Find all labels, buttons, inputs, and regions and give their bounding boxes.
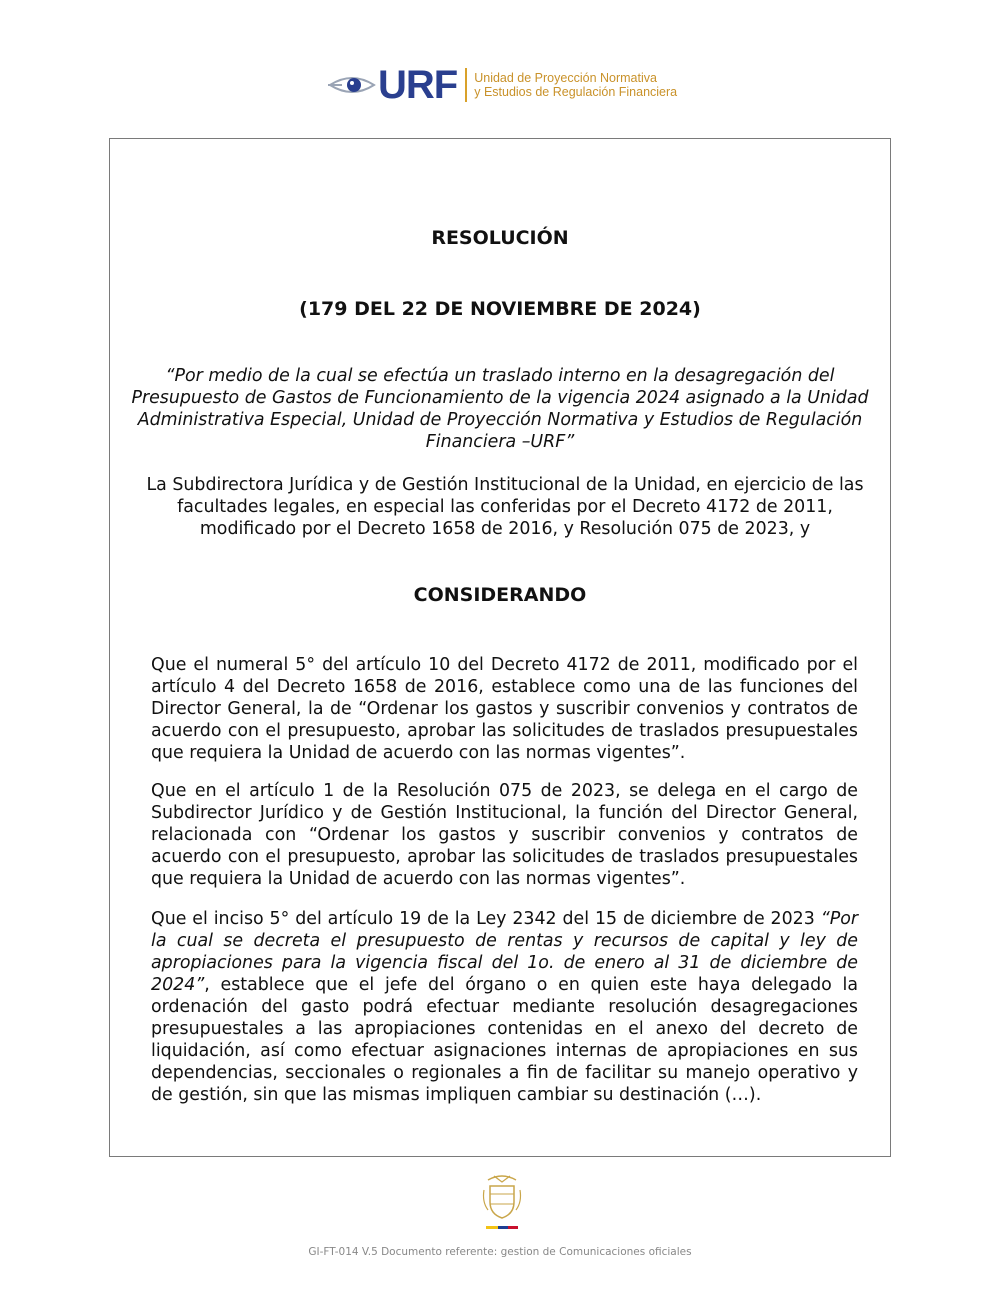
logo-name: URF — [378, 63, 458, 107]
resolution-number: (179 DEL 22 DE NOVIEMBRE DE 2024) — [299, 298, 701, 320]
preamble: La Subdirectora Jurídica y de Gestión Institucional de la Unidad, en ejercicio de las facultades legales, en especial las conferidas por el Decreto 4172 de 2011, modificado por el Decreto 1658 de 2016, y Resolución 075 de 2023, y — [146, 475, 864, 539]
urf-logo — [328, 62, 677, 108]
paragraph-2: Que en el artículo 1 de la Resolución 075 de 2023, se delega en el cargo de Subdirector Jurídico y de Gestión Institucional, la función del Director General, relacionada con “Ordenar los gastos y suscribir convenios y contratos de acuerdo con el presupuesto, aprobar las solicitudes de traslados presupuestales que requiera la Unidad de acuerdo con las normas vigentes”. — [151, 781, 858, 889]
paragraph-3-rest: , establece que el jefe del órgano o en quien este haya delegado la ordenación del gasto podrá efectuar mediante resolución desagregaciones presupuestales a las apropiaciones contenidas en el anexo del decreto de liquidación, así como efectuar asignaciones internas de apropiaciones en sus dependencias, seccionales o regionales a fin de facilitar su manejo operativo y de gestión, sin que las mismas impliquen cambiar su destinación (…). — [151, 975, 858, 1105]
law-title: “Por la cual se decreta el presupuesto de rentas y recursos de capital y ley de apropiaciones para la vigencia fiscal del 1o. de enero al 31 de diciembre de 2024” — [151, 909, 858, 995]
document-title: RESOLUCIÓN — [431, 227, 569, 249]
colombia-coat-of-arms-icon — [480, 1172, 524, 1234]
logo-line-1: Unidad de Proyección Normativa — [474, 71, 657, 85]
logo-text — [474, 71, 677, 99]
eye-icon — [328, 71, 376, 99]
footer-text: GI-FT-014 V.5 Documento referente: gestion de Comunicaciones oficiales — [308, 1246, 692, 1258]
considerando-heading: CONSIDERANDO — [413, 584, 587, 606]
paragraph-1: Que el numeral 5° del artículo 10 del Decreto 4172 de 2011, modificado por el artículo 4 del Decreto 1658 de 2016, establece como una de las funciones del Director General, la de “Ordenar los gastos y suscribir convenios y contratos de acuerdo con el presupuesto, aprobar las solicitudes de traslados presupuestales que requiera la Unidad de acuerdo con las normas vigentes”. — [151, 655, 858, 763]
logo-line-2: y Estudios de Regulación Financiera — [474, 85, 678, 99]
logo-divider — [465, 68, 467, 102]
paragraph-3-intro: Que el inciso 5° del artículo 19 de la Ley 2342 del 15 de diciembre de 2023 — [151, 909, 821, 929]
paragraph-3 — [151, 908, 858, 1106]
resolution-subject: “Por medio de la cual se efectúa un traslado interno en la desagregación del Presupuesto de Gastos de Funcionamiento de la vigencia 2024 asignado a la Unidad Administrativa Especial, Unidad de Proyección Normativa y Estudios de Regulación Financiera –URF” — [131, 366, 869, 452]
